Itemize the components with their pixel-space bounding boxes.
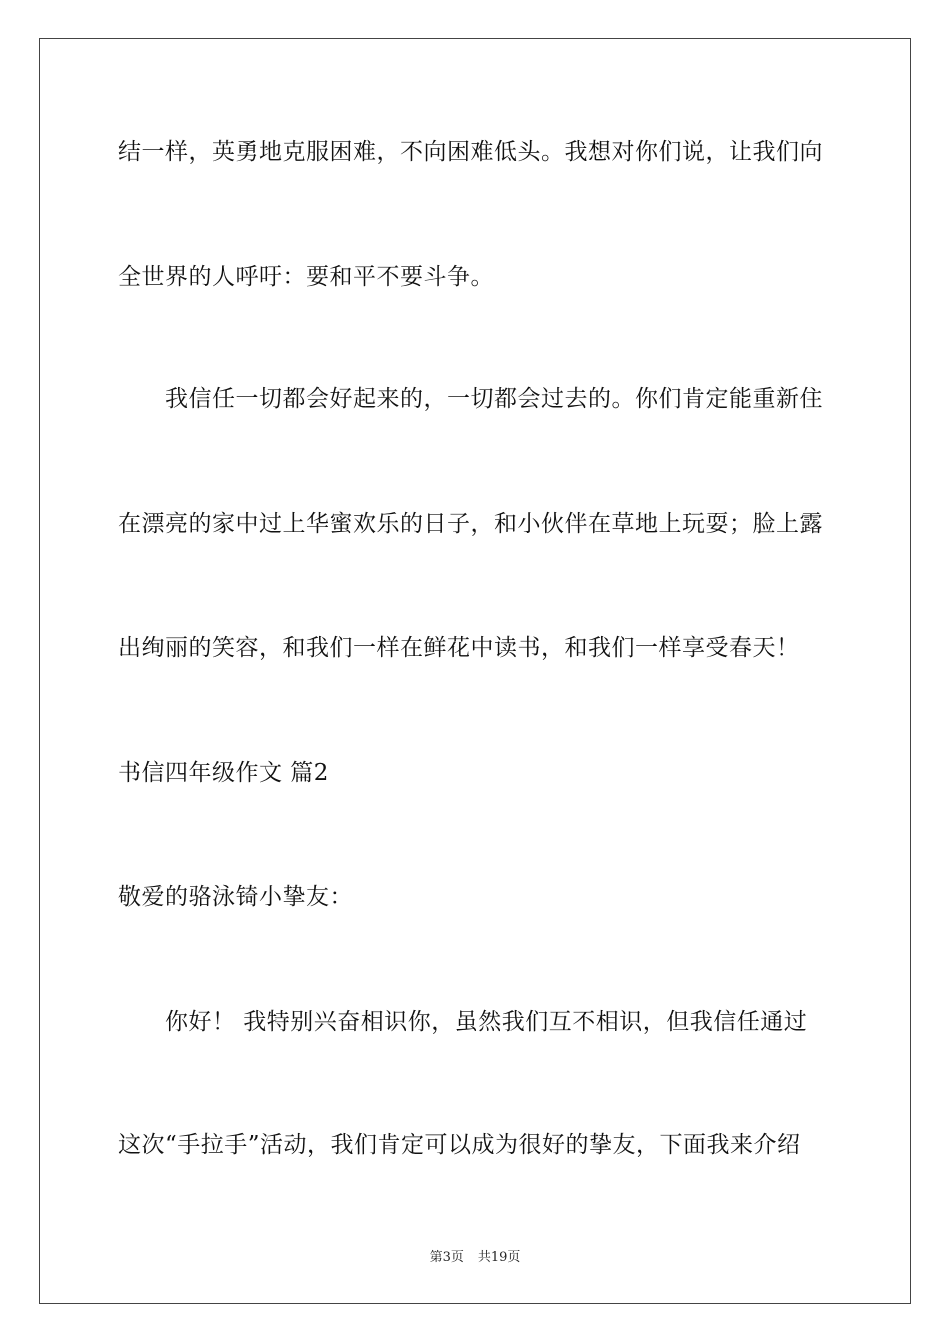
section-heading: 书信四年级作文 篇2 xyxy=(118,760,329,786)
salutation: 敬爱的骆泳锜小挚友： xyxy=(118,884,353,910)
paragraph-line: 我信任一切都会好起来的，一切都会过去的。你们肯定能重新住 xyxy=(165,386,823,412)
paragraph-line: 结一样，英勇地克服困难，不向困难低头。我想对你们说，让我们向 xyxy=(118,139,823,165)
page-total: 共19页 xyxy=(477,1250,521,1265)
paragraph-line: 出绚丽的笑容，和我们一样在鲜花中读书，和我们一样享受春天！ xyxy=(118,635,800,661)
paragraph-line: 这次“手拉手”活动，我们肯定可以成为很好的挚友，下面我来介绍 xyxy=(118,1132,801,1158)
paragraph-line: 在漂亮的家中过上华蜜欢乐的日子，和小伙伴在草地上玩耍；脸上露 xyxy=(118,511,823,537)
paragraph-line: 全世界的人呼吁：要和平不要斗争。 xyxy=(118,264,494,290)
page-footer xyxy=(0,1249,950,1267)
paragraph-line: 你好！ 我特别兴奋相识你，虽然我们互不相识，但我信任通过 xyxy=(165,1009,808,1035)
page-number: 第3页 xyxy=(429,1250,464,1265)
page-frame xyxy=(39,38,911,1304)
